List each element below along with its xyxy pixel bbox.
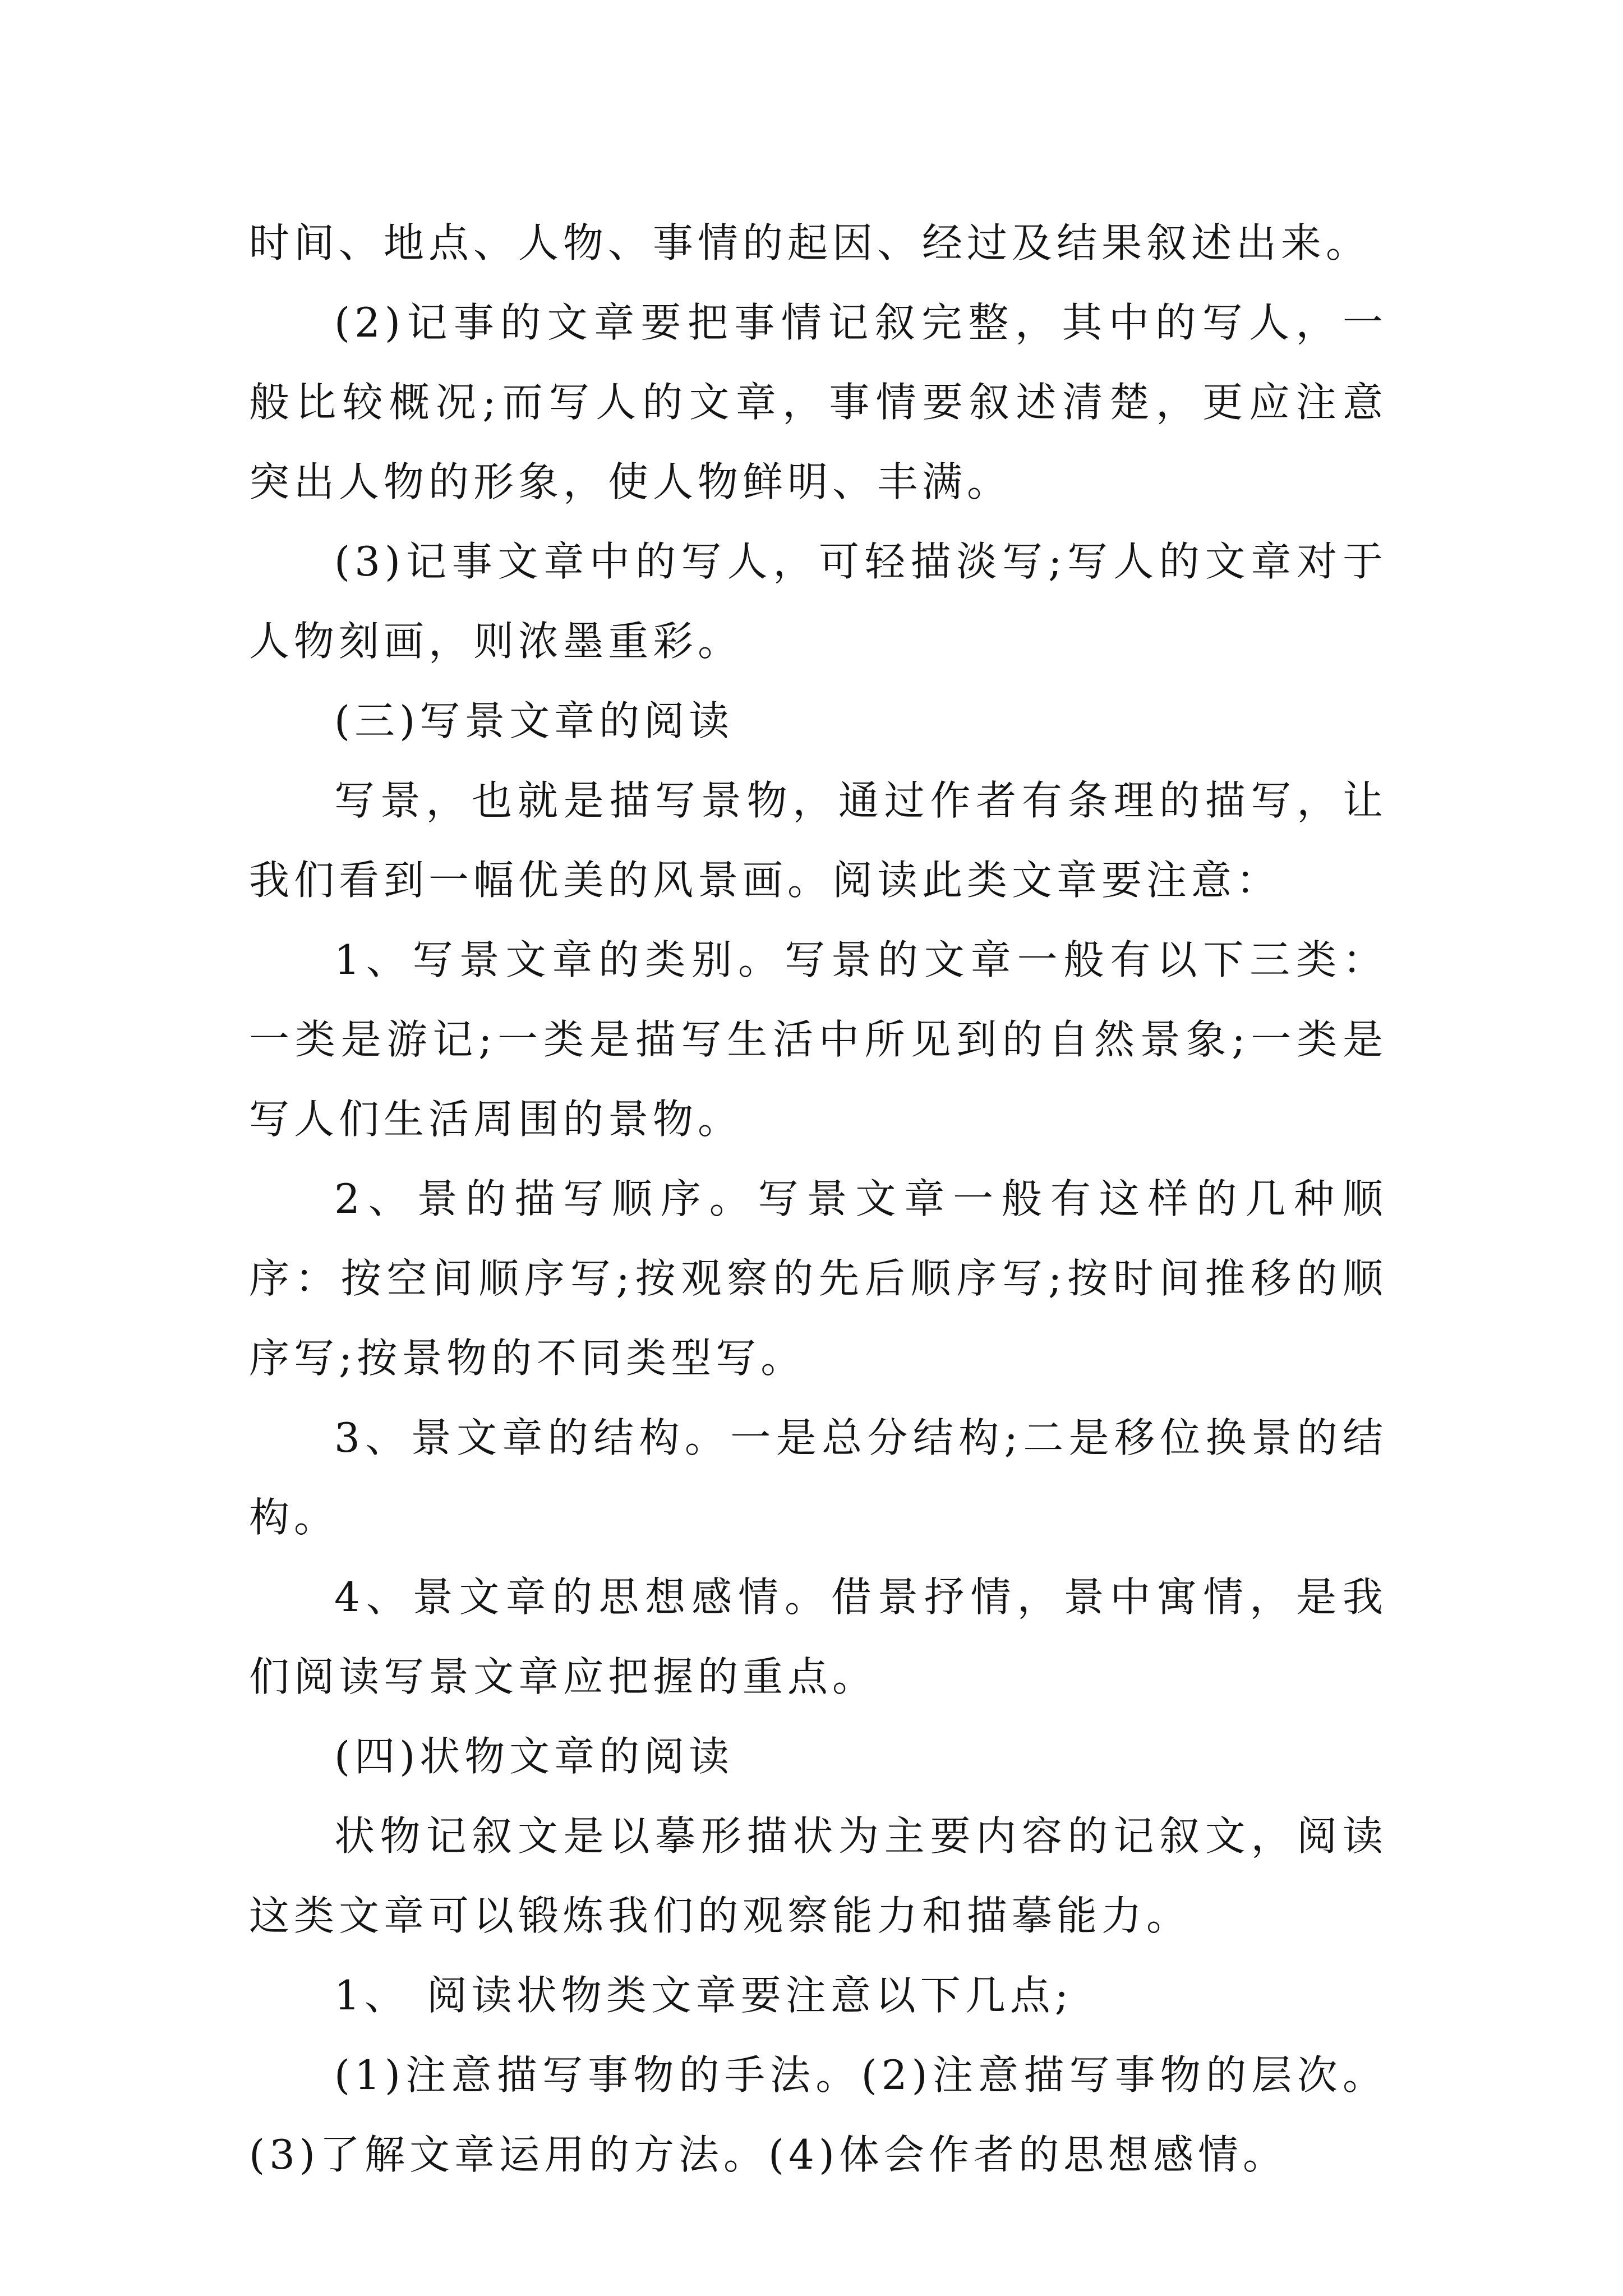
paragraph-13: (1)注意描写事物的手法。(2)注意描写事物的层次。(3)了解文章运用的方法。(4)体会作者的思想感情。 (249, 2051, 1387, 2178)
list-item-4: 4、景文章的思想感情。借景抒情，景中寓情，是我们阅读写景文章应把握的重点。 (249, 1573, 1387, 1700)
document-body (249, 203, 1387, 2194)
list-item-2: 2、景的描写顺序。写景文章一般有这样的几种顺序：按空间顺序写;按观察的先后顺序写;按时间推移的顺序写;按景物的不同类型写。 (249, 1175, 1387, 1382)
list-item-1: 1、写景文章的类别。写景的文章一般有以下三类：一类是游记;一类是描写生活中所见到的自然景象;一类是写人们生活周围的景物。 (249, 936, 1387, 1143)
paragraph-5: 写景，也就是描写景物，通过作者有条理的描写，让我们看到一幅优美的风景画。阅读此类文章要注意： (249, 777, 1387, 904)
section-heading-4: (四)状物文章的阅读 (334, 1733, 734, 1780)
paragraph-2: (2)记事的文章要把事情记叙完整，其中的写人，一般比较概况;而写人的文章，事情要叙述清楚，更应注意突出人物的形象，使人物鲜明、丰满。 (249, 299, 1387, 505)
list-item-5: 1、 阅读状物类文章要注意以下几点; (334, 1972, 1073, 2019)
list-item-3: 3、景文章的结构。一是总分结构;二是移位换景的结构。 (249, 1414, 1387, 1541)
section-heading-3: (三)写景文章的阅读 (334, 697, 734, 744)
paragraph-1: 时间、地点、人物、事情的起因、经过及结果叙述出来。 (249, 219, 1371, 266)
paragraph-11: 状物记叙文是以摹形描状为主要内容的记叙文，阅读这类文章可以锻炼我们的观察能力和描摹能力。 (249, 1812, 1387, 1939)
paragraph-3: (3)记事文章中的写人，可轻描淡写;写人的文章对于人物刻画，则浓墨重彩。 (249, 538, 1387, 665)
